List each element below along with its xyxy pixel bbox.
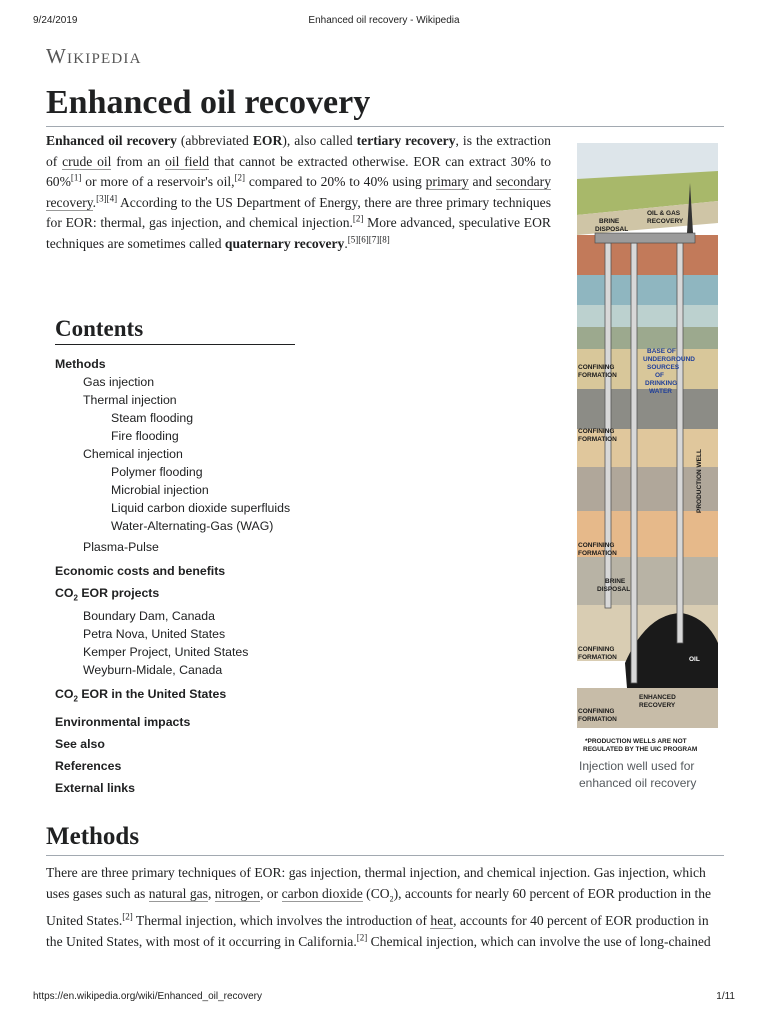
citation-link[interactable]: [3][4] (96, 193, 118, 204)
label-formation: FORMATION (578, 436, 617, 443)
label-brine: BRINE (599, 218, 620, 225)
toc-item[interactable]: Kemper Project, United States (83, 645, 249, 660)
label-line: BASE OF (647, 348, 676, 355)
injection-well (631, 243, 637, 683)
body-text: Chemical injection, which can involve the use of long-chained (367, 933, 711, 949)
body-text: , (207, 886, 215, 901)
intro-text: . (92, 194, 97, 210)
co2-text: CO (55, 586, 74, 600)
toc-item-co2-projects[interactable] (55, 584, 300, 607)
toc-item[interactable]: Water-Alternating-Gas (WAG) (111, 519, 274, 533)
label-note-2: REGULATED BY THE UIC PROGRAM (583, 746, 698, 753)
link-oil-field[interactable]: oil field (165, 153, 210, 169)
citation-link[interactable]: [1] (70, 172, 82, 183)
toc-item[interactable]: Fire flooding (111, 429, 179, 443)
toc-item[interactable]: Petra Nova, United States (83, 627, 226, 642)
confining-layer (577, 557, 718, 605)
link-nitrogen[interactable]: nitrogen (214, 886, 261, 901)
print-page-title: Enhanced oil recovery - Wikipedia (308, 15, 460, 26)
article-title: Enhanced oil recovery (46, 82, 724, 127)
link-primary[interactable]: primary (425, 174, 469, 190)
link-carbon-dioxide[interactable]: carbon dioxide (281, 886, 363, 901)
figure-caption: Injection well used for enhanced oil recovery (579, 759, 697, 790)
citation-link[interactable]: [2] (356, 932, 368, 943)
toc-item[interactable]: Steam flooding (111, 411, 194, 425)
label-formation: FORMATION (578, 372, 617, 379)
toc-item[interactable]: Microbial injection (111, 483, 209, 497)
co2-text: CO (55, 687, 74, 702)
bold-term: tertiary recovery (356, 133, 456, 148)
label-confining: CONFINING (578, 428, 615, 435)
label-recovery: RECOVERY (647, 218, 684, 225)
toc-item[interactable]: Liquid carbon dioxide superfluids (111, 501, 291, 515)
intro-text: . (344, 235, 348, 251)
intro-text: that cannot be extracted otherwise. EOR can extract 30% to 60% (46, 153, 551, 190)
label-production-well: PRODUCTION WELL (696, 449, 703, 513)
intro-text: (abbreviated (176, 133, 253, 148)
label-recovery: RECOVERY (639, 702, 676, 709)
label-confining: CONFINING (578, 542, 615, 549)
intro-text: or more of a reservoir's oil, (81, 174, 235, 190)
link-crude-oil[interactable]: crude oil (62, 153, 112, 169)
label-line: SOURCES (647, 364, 680, 371)
surface-pad (595, 233, 695, 243)
intro-text: More advanced, speculative EOR techniques are sometimes called (46, 215, 551, 251)
label-formation: FORMATION (578, 716, 617, 723)
label-oil-gas: OIL & GAS (647, 210, 681, 217)
toc-item[interactable]: Chemical injection (83, 447, 183, 461)
subscript: 2 (389, 894, 394, 904)
label-line: OF (655, 372, 665, 379)
toc-item[interactable]: Methods (55, 357, 106, 371)
body-text: There are three primary techniques of EOR: gas injection, thermal injection, and chemical injection. Gas injection, which uses gases such as (46, 865, 706, 901)
label-line: DRINKING (645, 380, 678, 387)
bold-term: EOR (252, 133, 283, 148)
intro-text: According to the US Department of Energy, there are three primary techniques for EOR: thermal, gas injection, and chemical injection. (46, 194, 551, 231)
aquifer-layer (577, 305, 718, 327)
label-confining: CONFINING (578, 708, 615, 715)
toc-heading: Contents (55, 316, 295, 345)
toc-item[interactable]: External links (55, 780, 135, 795)
toc-item[interactable]: Gas injection (83, 375, 155, 389)
label-confining: CONFINING (578, 364, 615, 371)
toc-item[interactable]: Environmental impacts (55, 714, 191, 729)
body-text: Thermal injection, which involves the introduction of (132, 912, 431, 928)
print-date: 9/24/2019 (33, 15, 78, 26)
toc-item-co2-us[interactable] (55, 685, 300, 708)
body-text: (CO (362, 886, 390, 901)
wikipedia-logo[interactable]: Wikipedia (46, 44, 142, 68)
intro-text: and (468, 174, 496, 190)
link-secondary-recovery[interactable]: secondary recovery (46, 174, 551, 210)
toc-item[interactable]: See also (55, 736, 105, 751)
print-page-number: 1/11 (716, 991, 735, 1002)
well-diagram (577, 143, 718, 754)
toc-item[interactable]: Plasma-Pulse (83, 540, 159, 554)
link-natural-gas[interactable]: natural gas (148, 886, 208, 901)
link-heat[interactable]: heat (430, 912, 454, 928)
citation-link[interactable]: [5][6][7][8] (347, 234, 390, 245)
intro-text: ), also called (282, 133, 357, 148)
citation-link[interactable]: [2] (352, 213, 364, 224)
methods-paragraph (46, 862, 724, 952)
label-line: UNDERGROUND (643, 356, 695, 363)
label-enhanced: ENHANCED (639, 694, 676, 701)
toc-item[interactable]: Weyburn-Midale, Canada (83, 663, 223, 678)
bold-term: Enhanced oil recovery (46, 133, 177, 148)
toc-item[interactable]: Polymer flooding (111, 465, 203, 479)
citation-link[interactable]: [2] (234, 172, 246, 183)
body-text: , accounts for 40 percent of EOR production in the United States, with most of it occurring in California. (46, 912, 709, 949)
injection-well-illustration (577, 143, 718, 754)
label-disposal: DISPOSAL (595, 226, 629, 233)
toc-item[interactable]: Thermal injection (83, 393, 177, 407)
bold-term: quaternary recovery (224, 235, 345, 251)
label-confining: CONFINING (578, 646, 615, 653)
blue-layer (577, 275, 718, 305)
label-disposal: DISPOSAL (597, 586, 631, 593)
citation-link[interactable]: [2] (122, 911, 133, 922)
toc-item-label: EOR projects (77, 586, 160, 600)
intro-paragraph (46, 131, 551, 255)
label-note-1: *PRODUCTION WELLS ARE NOT (585, 738, 687, 745)
label-formation: FORMATION (578, 550, 617, 557)
green-layer (577, 327, 718, 349)
table-of-contents (55, 316, 300, 797)
intro-text: compared to 20% to 40% using (245, 174, 426, 190)
label-brine: BRINE (605, 578, 626, 585)
intro-text: , is the extraction of (46, 133, 551, 169)
label-formation: FORMATION (578, 654, 617, 661)
subscript: 2 (73, 593, 78, 603)
subscript: 2 (73, 694, 78, 704)
production-well (677, 243, 683, 643)
section-heading-methods: Methods (46, 821, 724, 856)
toc-item[interactable]: Economic costs and benefits (55, 564, 226, 578)
grey-layer (577, 389, 718, 429)
toc-item-label: EOR in the United States (77, 687, 227, 702)
toc-item[interactable]: Boundary Dam, Canada (83, 609, 215, 624)
label-line: WATER (649, 388, 672, 395)
label-oil: OIL (689, 656, 700, 663)
body-text: ), accounts for nearly 60 percent of EOR production in the United States. (46, 886, 712, 928)
body-text: , or (260, 886, 282, 901)
intro-text: from an (111, 153, 166, 169)
print-url: https://en.wikipedia.org/wiki/Enhanced_oil_recovery (33, 991, 263, 1002)
toc-item[interactable]: References (55, 758, 122, 773)
